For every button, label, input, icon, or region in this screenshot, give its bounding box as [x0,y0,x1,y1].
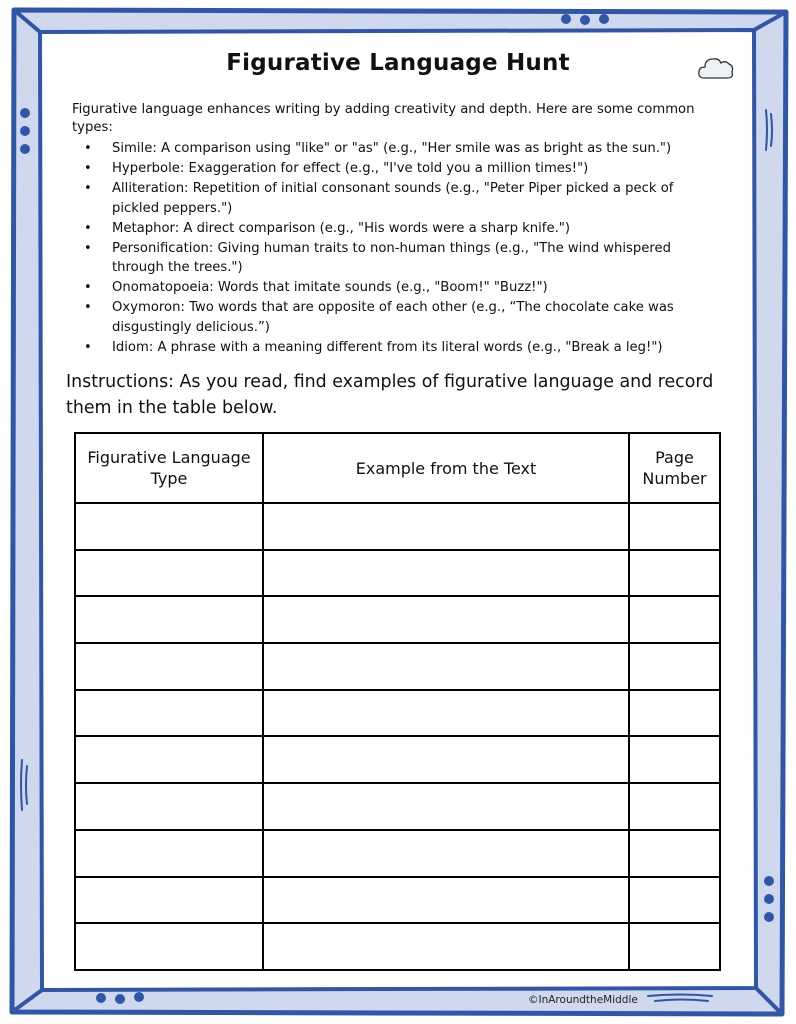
bullet: • [84,300,92,315]
intro-text: Figurative language enhances writing by adding creativity and depth. Here are some common types: [72,102,695,135]
bullet: • [84,161,92,176]
page-cell[interactable] [629,923,720,970]
type-cell[interactable] [75,783,263,830]
page-cell[interactable] [629,503,720,550]
table-row [75,550,720,597]
type-text: Personification: Giving human traits to non-human things (e.g., "The wind whispered through the trees.") [112,240,672,275]
type-text: Hyperbole: Exaggeration for effect (e.g., "I've told you a million times!") [112,161,589,176]
list-item [84,179,714,218]
example-cell[interactable] [263,503,629,550]
bullet: • [84,280,92,295]
type-cell[interactable] [75,596,263,643]
page-cell[interactable] [629,830,720,877]
instructions: Instructions: As you read, find examples of figurative language and record them in the table below. [66,372,714,418]
bullet: • [84,181,92,196]
type-cell[interactable] [75,503,263,550]
bullet: • [84,339,92,355]
example-cell[interactable] [263,643,629,690]
type-cell[interactable] [75,736,263,783]
type-cell[interactable] [75,923,263,970]
type-text: Metaphor: A direct comparison (e.g., "His words were a sharp knife.") [112,220,570,236]
bullet: • [84,141,92,156]
header-page: Page Number [629,433,720,503]
type-cell[interactable] [75,830,263,877]
type-cell[interactable] [75,550,263,597]
page-cell[interactable] [629,783,720,830]
page-cell[interactable] [629,550,720,597]
page-cell[interactable] [629,596,720,643]
bullet: • [84,240,92,256]
table-row [75,923,720,970]
table-row [75,736,720,783]
example-cell[interactable] [263,736,629,783]
type-text: Simile: A comparison using "like" or "as" (e.g., "Her smile was as bright as the sun.") [112,141,672,156]
type-cell[interactable] [75,877,263,924]
type-text: Onomatopoeia: Words that imitate sounds (e.g., "Boom!" "Buzz!") [112,280,548,295]
header-example: Example from the Text [263,433,629,503]
example-cell[interactable] [263,783,629,830]
page-cell[interactable] [629,736,720,783]
table-header-row [75,433,720,503]
example-cell[interactable] [263,690,629,737]
list-item [84,219,714,239]
figurative-language-table [74,432,721,971]
page-cell[interactable] [629,690,720,737]
type-text: Oxymoron: Two words that are opposite of each other (e.g., “The chocolate cake was disgustingly delicious.”) [112,300,674,335]
table-row [75,643,720,690]
page-cell[interactable] [629,877,720,924]
list-item [84,239,714,278]
header-type: Figurative Language Type [75,433,263,503]
figurative-types-list [84,139,714,358]
type-cell[interactable] [75,690,263,737]
credit-text: ©InAroundtheMiddle [528,994,638,1006]
list-item [84,159,714,179]
table-row [75,830,720,877]
bullet: • [84,220,92,236]
type-text: Idiom: A phrase with a meaning different from its literal words (e.g., "Break a leg!") [112,339,663,355]
table-row [75,596,720,643]
list-item [84,278,714,298]
example-cell[interactable] [263,596,629,643]
example-cell[interactable] [263,923,629,970]
list-item [84,338,714,358]
table-row [75,783,720,830]
table-body [75,503,720,970]
list-item [84,298,714,337]
page-cell[interactable] [629,643,720,690]
type-text: Alliteration: Repetition of initial consonant sounds (e.g., "Peter Piper picked a peck of pickled peppers.") [112,181,674,216]
page-title: Figurative Language Hunt [226,50,570,76]
type-cell[interactable] [75,643,263,690]
example-cell[interactable] [263,550,629,597]
example-cell[interactable] [263,877,629,924]
example-cell[interactable] [263,830,629,877]
list-item [84,139,714,159]
table-row [75,877,720,924]
table-row [75,503,720,550]
table-row [75,690,720,737]
